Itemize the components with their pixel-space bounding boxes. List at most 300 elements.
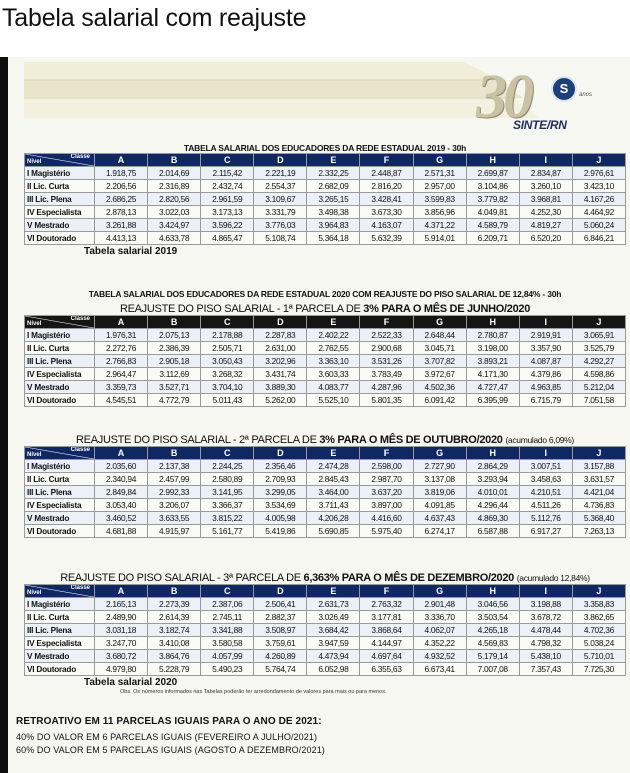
column-header-f: F: [360, 585, 413, 598]
salary-cell: 4.413,13: [95, 232, 148, 245]
salary-cell: 5.179,14: [466, 650, 519, 663]
salary-cell: 2.631,00: [254, 342, 307, 355]
salary-cell: 5.690,85: [307, 525, 360, 538]
salary-cell: 3.680,72: [95, 650, 148, 663]
salary-cell: 6.520,20: [519, 232, 572, 245]
header-banner: [24, 60, 624, 138]
salary-cell: 3.759,61: [254, 637, 307, 650]
salary-cell: 5.419,86: [254, 525, 307, 538]
salary-cell: 3.173,13: [201, 206, 254, 219]
salary-cell: 3.293,94: [466, 473, 519, 486]
salary-cell: 3.177,81: [360, 611, 413, 624]
salary-cell: 2.554,37: [254, 180, 307, 193]
salary-cell: 3.964,83: [307, 219, 360, 232]
salary-cell: 3.410,08: [148, 637, 201, 650]
corner-header: [25, 316, 95, 329]
salary-cell: 4.798,32: [519, 637, 572, 650]
salary-cell: 2.845,43: [307, 473, 360, 486]
column-header-c: C: [201, 316, 254, 329]
salary-cell: 2.137,38: [148, 460, 201, 473]
salary-cell: 2.882,37: [254, 611, 307, 624]
salary-cell: 4.210,51: [519, 486, 572, 499]
salary-cell: 2.332,25: [307, 167, 360, 180]
salary-cell: 3.678,72: [519, 611, 572, 624]
salary-cell: 4.091,85: [413, 499, 466, 512]
column-header-a: A: [95, 154, 148, 167]
classe-label: Classe: [70, 585, 90, 591]
salary-cell: 3.673,30: [360, 206, 413, 219]
salary-cell: 6.274,17: [413, 525, 466, 538]
table3-heading: [24, 434, 626, 446]
column-header-h: H: [466, 585, 519, 598]
salary-cell: 3.031,18: [95, 624, 148, 637]
salary-cell: 5.632,39: [360, 232, 413, 245]
salary-cell: 4.252,30: [519, 206, 572, 219]
column-header-j: J: [572, 585, 625, 598]
salary-cell: 2.699,87: [466, 167, 519, 180]
row-level-label: III Lic. Plena: [25, 355, 95, 368]
row-level-label: III Lic. Plena: [25, 193, 95, 206]
salary-cell: 3.498,38: [307, 206, 360, 219]
anniversary-number: 30: [476, 63, 530, 131]
salary-cell: 3.341,88: [201, 624, 254, 637]
salary-cell: 2.682,09: [307, 180, 360, 193]
salary-cell: 3.460,52: [95, 512, 148, 525]
salary-cell: 4.206,28: [307, 512, 360, 525]
table-row: [25, 512, 626, 525]
column-header-a: A: [95, 447, 148, 460]
salary-cell: 3.531,26: [360, 355, 413, 368]
salary-cell: 6.209,71: [466, 232, 519, 245]
salary-cell: 5.060,24: [572, 219, 625, 232]
column-header-e: E: [307, 585, 360, 598]
column-header-h: H: [466, 447, 519, 460]
salary-cell: 3.525,79: [572, 342, 625, 355]
left-edge-bar: [0, 57, 8, 773]
column-header-f: F: [360, 316, 413, 329]
salary-sheet-image: [8, 57, 630, 773]
row-level-label: V Mestrado: [25, 650, 95, 663]
classe-label: Classe: [70, 316, 90, 322]
salary-cell: 3.947,59: [307, 637, 360, 650]
column-header-g: G: [413, 154, 466, 167]
column-header-b: B: [148, 585, 201, 598]
salary-cell: 3.633,55: [148, 512, 201, 525]
salary-cell: 2.432,74: [201, 180, 254, 193]
salary-cell: 2.816,20: [360, 180, 413, 193]
salary-cell: 4.167,26: [572, 193, 625, 206]
salary-cell: 7.357,43: [519, 663, 572, 676]
salary-cell: 4.010,01: [466, 486, 519, 499]
salary-cell: 3.503,54: [466, 611, 519, 624]
salary-cell: 3.053,40: [95, 499, 148, 512]
column-header-e: E: [307, 447, 360, 460]
salary-cell: 4.287,96: [360, 381, 413, 394]
salary-cell: 7.051,58: [572, 394, 625, 407]
header-row: [25, 447, 626, 460]
salary-cell: 3.893,21: [466, 355, 519, 368]
salary-cell: 3.182,74: [148, 624, 201, 637]
salary-cell: 4.598,86: [572, 368, 625, 381]
salary-cell: 5.490,23: [201, 663, 254, 676]
salary-cell: 2.474,28: [307, 460, 360, 473]
salary-cell: 5.438,10: [519, 650, 572, 663]
salary-cell: 5.525,10: [307, 394, 360, 407]
salary-cell: 2.849,84: [95, 486, 148, 499]
salary-cell: 3.783,49: [360, 368, 413, 381]
salary-cell: 3.104,86: [466, 180, 519, 193]
salary-cell: 3.968,81: [519, 193, 572, 206]
salary-cell: 4.502,36: [413, 381, 466, 394]
salary-cell: 2.165,13: [95, 598, 148, 611]
salary-cell: 4.681,88: [95, 525, 148, 538]
anniversary-label: anos: [579, 92, 593, 98]
salary-cell: 3.268,32: [201, 368, 254, 381]
salary-cell: 4.260,89: [254, 650, 307, 663]
salary-cell: 2.014,69: [148, 167, 201, 180]
retroactive-title: RETROATIVO EM 11 PARCELAS IGUAIS PARA O ANO DE 2021:: [16, 716, 322, 727]
salary-cell: 5.368,40: [572, 512, 625, 525]
column-header-h: H: [466, 316, 519, 329]
salary-cell: 2.745,11: [201, 611, 254, 624]
salary-cell: 5.262,00: [254, 394, 307, 407]
salary-cell: 3.045,71: [413, 342, 466, 355]
salary-cell: 6.587,88: [466, 525, 519, 538]
table4-heading-bold: 6,363% PARA O MÊS DE DEZEMBRO/2020: [303, 572, 514, 584]
table2-heading: [24, 303, 626, 315]
salary-cell: 3.198,00: [466, 342, 519, 355]
salary-cell: 5.364,18: [307, 232, 360, 245]
salary-cell: 2.571,31: [413, 167, 466, 180]
salary-cell: 4.736,83: [572, 499, 625, 512]
column-header-i: I: [519, 154, 572, 167]
salary-cell: 2.900,68: [360, 342, 413, 355]
table4-heading: [24, 572, 626, 584]
table-row: [25, 663, 626, 676]
column-header-f: F: [360, 154, 413, 167]
table-row: [25, 329, 626, 342]
table3-heading-text: REAJUSTE DO PISO SALARIAL - 2ª PARCELA DE: [76, 434, 320, 446]
salary-cell: 2.580,89: [201, 473, 254, 486]
column-header-i: I: [519, 585, 572, 598]
table-row: [25, 650, 626, 663]
salary-cell: 3.431,74: [254, 368, 307, 381]
table-row: [25, 355, 626, 368]
salary-cell: 2.964,47: [95, 368, 148, 381]
salary-cell: 3.358,83: [572, 598, 625, 611]
column-header-j: J: [572, 316, 625, 329]
salary-cell: 3.711,43: [307, 499, 360, 512]
table-row: [25, 637, 626, 650]
salary-cell: 5.228,79: [148, 663, 201, 676]
salary-cell: 3.684,42: [307, 624, 360, 637]
table2-caption: TABELA SALARIAL DOS EDUCADORES DA REDE ESTADUAL 2020 COM REAJUSTE DO PISO SALARIAL DE 12,84% - 30h: [88, 289, 562, 299]
table3-heading-note: (acumulado 6,09%): [505, 435, 574, 445]
salary-cell: 4.083,77: [307, 381, 360, 394]
salary-cell: 2.356,46: [254, 460, 307, 473]
column-header-g: G: [413, 447, 466, 460]
salary-cell: 4.633,78: [148, 232, 201, 245]
salary-cell: 6.395,99: [466, 394, 519, 407]
salary-cell: 7.263,13: [572, 525, 625, 538]
salary-table-2019: [24, 153, 626, 245]
salary-cell: 2.820,56: [148, 193, 201, 206]
salary-table-october-2020: [24, 446, 626, 538]
salary-cell: 4.478,44: [519, 624, 572, 637]
row-level-label: IV Especialista: [25, 206, 95, 219]
salary-cell: 6.091,42: [413, 394, 466, 407]
salary-cell: 5.975,40: [360, 525, 413, 538]
salary-cell: 3.141,95: [201, 486, 254, 499]
table-row: [25, 193, 626, 206]
table-row: [25, 381, 626, 394]
salary-cell: 2.727,90: [413, 460, 466, 473]
column-header-h: H: [466, 154, 519, 167]
row-level-label: V Mestrado: [25, 512, 95, 525]
salary-cell: 3.637,20: [360, 486, 413, 499]
salary-cell: 2.178,88: [201, 329, 254, 342]
column-header-a: A: [95, 316, 148, 329]
salary-cell: 2.506,41: [254, 598, 307, 611]
salary-cell: 6.846,21: [572, 232, 625, 245]
salary-cell: 3.366,37: [201, 499, 254, 512]
table3-heading-bold: 3% PARA O MÊS DE OUTUBRO/2020: [319, 434, 503, 446]
salary-cell: 3.007,51: [519, 460, 572, 473]
salary-cell: 4.421,04: [572, 486, 625, 499]
salary-cell: 4.352,22: [413, 637, 466, 650]
table-row: [25, 232, 626, 245]
salary-cell: 3.198,88: [519, 598, 572, 611]
column-header-b: B: [148, 447, 201, 460]
salary-cell: 3.331,79: [254, 206, 307, 219]
salary-cell: 3.889,30: [254, 381, 307, 394]
salary-cell: 1.918,75: [95, 167, 148, 180]
row-level-label: I Magistério: [25, 167, 95, 180]
table4-block: [24, 572, 626, 695]
salary-cell: 4.932,52: [413, 650, 466, 663]
header-row: [25, 154, 626, 167]
table-row: [25, 473, 626, 486]
union-emblem-icon: S: [551, 76, 577, 102]
salary-cell: 2.598,00: [360, 460, 413, 473]
salary-cell: 4.473,94: [307, 650, 360, 663]
salary-cell: 2.614,39: [148, 611, 201, 624]
row-level-label: I Magistério: [25, 598, 95, 611]
row-level-label: II Lic. Curta: [25, 473, 95, 486]
salary-cell: 3.336,70: [413, 611, 466, 624]
salary-cell: 5.710,01: [572, 650, 625, 663]
row-level-label: II Lic. Curta: [25, 611, 95, 624]
salary-cell: 3.247,70: [95, 637, 148, 650]
salary-cell: 3.599,83: [413, 193, 466, 206]
salary-cell: 2.878,13: [95, 206, 148, 219]
salary-cell: 2.992,33: [148, 486, 201, 499]
column-header-d: D: [254, 154, 307, 167]
salary-cell: 4.087,87: [519, 355, 572, 368]
salary-cell: 4.865,47: [201, 232, 254, 245]
table-row: [25, 206, 626, 219]
salary-cell: 4.979,80: [95, 663, 148, 676]
salary-cell: 3.428,41: [360, 193, 413, 206]
classe-label: Classe: [70, 154, 90, 160]
salary-cell: 4.171,30: [466, 368, 519, 381]
column-header-c: C: [201, 447, 254, 460]
salary-cell: 3.424,97: [148, 219, 201, 232]
salary-cell: 2.987,70: [360, 473, 413, 486]
salary-cell: 2.316,89: [148, 180, 201, 193]
salary-cell: 3.065,91: [572, 329, 625, 342]
salary-table-december-2020: [24, 584, 626, 676]
salary-cell: 3.260,10: [519, 180, 572, 193]
salary-cell: 5.914,01: [413, 232, 466, 245]
salary-cell: 4.057,99: [201, 650, 254, 663]
salary-cell: 3.856,96: [413, 206, 466, 219]
salary-cell: 3.819,06: [413, 486, 466, 499]
salary-cell: 6.673,41: [413, 663, 466, 676]
salary-cell: 3.707,82: [413, 355, 466, 368]
salary-cell: 3.109,67: [254, 193, 307, 206]
salary-cell: 2.340,94: [95, 473, 148, 486]
row-level-label: II Lic. Curta: [25, 180, 95, 193]
table-row: [25, 525, 626, 538]
salary-cell: 5.108,74: [254, 232, 307, 245]
table1-subtitle: Tabela salarial 2019: [84, 246, 178, 257]
salary-cell: 4.545,51: [95, 394, 148, 407]
salary-cell: 4.292,27: [572, 355, 625, 368]
salary-cell: 3.534,69: [254, 499, 307, 512]
row-level-label: III Lic. Plena: [25, 624, 95, 637]
row-level-label: VI Doutorado: [25, 232, 95, 245]
column-header-d: D: [254, 316, 307, 329]
column-header-d: D: [254, 585, 307, 598]
salary-cell: 2.648,44: [413, 329, 466, 342]
table1-caption: TABELA SALARIAL DOS EDUCADORES DA REDE ESTADUAL 2019 - 30h: [183, 143, 467, 153]
salary-cell: 5.038,24: [572, 637, 625, 650]
salary-cell: 3.357,90: [519, 342, 572, 355]
salary-cell: 2.864,29: [466, 460, 519, 473]
salary-cell: 4.915,97: [148, 525, 201, 538]
salary-cell: 3.464,00: [307, 486, 360, 499]
table2-block: [24, 289, 626, 407]
salary-cell: 4.963,85: [519, 381, 572, 394]
salary-cell: 4.296,44: [466, 499, 519, 512]
salary-cell: 2.206,56: [95, 180, 148, 193]
salary-cell: 2.961,59: [201, 193, 254, 206]
salary-cell: 3.862,65: [572, 611, 625, 624]
corner-header: [25, 585, 95, 598]
table4-heading-text: REAJUSTE DO PISO SALARIAL - 3ª PARCELA DE: [60, 572, 304, 584]
salary-cell: 3.299,05: [254, 486, 307, 499]
salary-cell: 3.363,10: [307, 355, 360, 368]
table-row: [25, 368, 626, 381]
salary-cell: 3.815,22: [201, 512, 254, 525]
salary-cell: 6.715,79: [519, 394, 572, 407]
salary-cell: 3.631,57: [572, 473, 625, 486]
salary-cell: 2.766,83: [95, 355, 148, 368]
salary-cell: 2.489,90: [95, 611, 148, 624]
salary-table-june-2020: [24, 315, 626, 407]
table-row: [25, 394, 626, 407]
table-row: [25, 624, 626, 637]
row-level-label: I Magistério: [25, 329, 95, 342]
row-level-label: VI Doutorado: [25, 394, 95, 407]
salary-cell: 3.050,43: [201, 355, 254, 368]
union-logo-text: SINTE/RN: [513, 118, 567, 132]
salary-cell: 3.458,63: [519, 473, 572, 486]
salary-cell: 4.265,18: [466, 624, 519, 637]
salary-cell: 2.244,25: [201, 460, 254, 473]
salary-cell: 5.801,35: [360, 394, 413, 407]
nivel-label: Nível: [27, 452, 42, 458]
salary-cell: 6.355,63: [360, 663, 413, 676]
table-row: [25, 219, 626, 232]
row-level-label: IV Especialista: [25, 368, 95, 381]
salary-cell: 7.725,30: [572, 663, 625, 676]
salary-cell: 5.161,77: [201, 525, 254, 538]
table3-block: [24, 434, 626, 538]
salary-cell: 2.402,22: [307, 329, 360, 342]
table-row: [25, 342, 626, 355]
column-header-b: B: [148, 154, 201, 167]
salary-cell: 2.905,18: [148, 355, 201, 368]
salary-cell: 3.046,56: [466, 598, 519, 611]
salary-cell: 3.527,71: [148, 381, 201, 394]
row-level-label: IV Especialista: [25, 637, 95, 650]
header-row: [25, 316, 626, 329]
salary-cell: 2.762,55: [307, 342, 360, 355]
table-row: [25, 486, 626, 499]
retroactive-line-40: 40% DO VALOR EM 6 PARCELAS IGUAIS (FEVEREIRO A JULHO/2021): [16, 732, 318, 742]
column-header-i: I: [519, 316, 572, 329]
salary-cell: 4.869,30: [466, 512, 519, 525]
column-header-i: I: [519, 447, 572, 460]
salary-cell: 3.423,10: [572, 180, 625, 193]
table4-subtitle: Tabela salarial 2020: [84, 677, 178, 688]
salary-cell: 6.917,27: [519, 525, 572, 538]
row-level-label: VI Doutorado: [25, 663, 95, 676]
salary-cell: 4.772,79: [148, 394, 201, 407]
salary-cell: 3.580,58: [201, 637, 254, 650]
salary-cell: 5.212,04: [572, 381, 625, 394]
salary-cell: 2.448,87: [360, 167, 413, 180]
salary-cell: 2.035,60: [95, 460, 148, 473]
salary-cell: 2.505,71: [201, 342, 254, 355]
salary-cell: 2.834,87: [519, 167, 572, 180]
salary-cell: 3.157,88: [572, 460, 625, 473]
salary-cell: 2.901,48: [413, 598, 466, 611]
salary-cell: 2.221,19: [254, 167, 307, 180]
table-row: [25, 611, 626, 624]
row-level-label: V Mestrado: [25, 219, 95, 232]
salary-cell: 4.819,27: [519, 219, 572, 232]
salary-cell: 3.776,03: [254, 219, 307, 232]
column-header-a: A: [95, 585, 148, 598]
salary-cell: 5.764,74: [254, 663, 307, 676]
column-header-c: C: [201, 154, 254, 167]
salary-cell: 6.052,98: [307, 663, 360, 676]
header-row: [25, 585, 626, 598]
table1-block: [24, 143, 626, 257]
salary-cell: 3.022,03: [148, 206, 201, 219]
table-row: [25, 499, 626, 512]
corner-header: [25, 447, 95, 460]
salary-cell: 3.779,82: [466, 193, 519, 206]
table-row: [25, 598, 626, 611]
page-title: Tabela salarial com reajuste: [2, 4, 307, 32]
table-row: [25, 460, 626, 473]
salary-cell: 2.115,42: [201, 167, 254, 180]
salary-cell: 4.637,43: [413, 512, 466, 525]
